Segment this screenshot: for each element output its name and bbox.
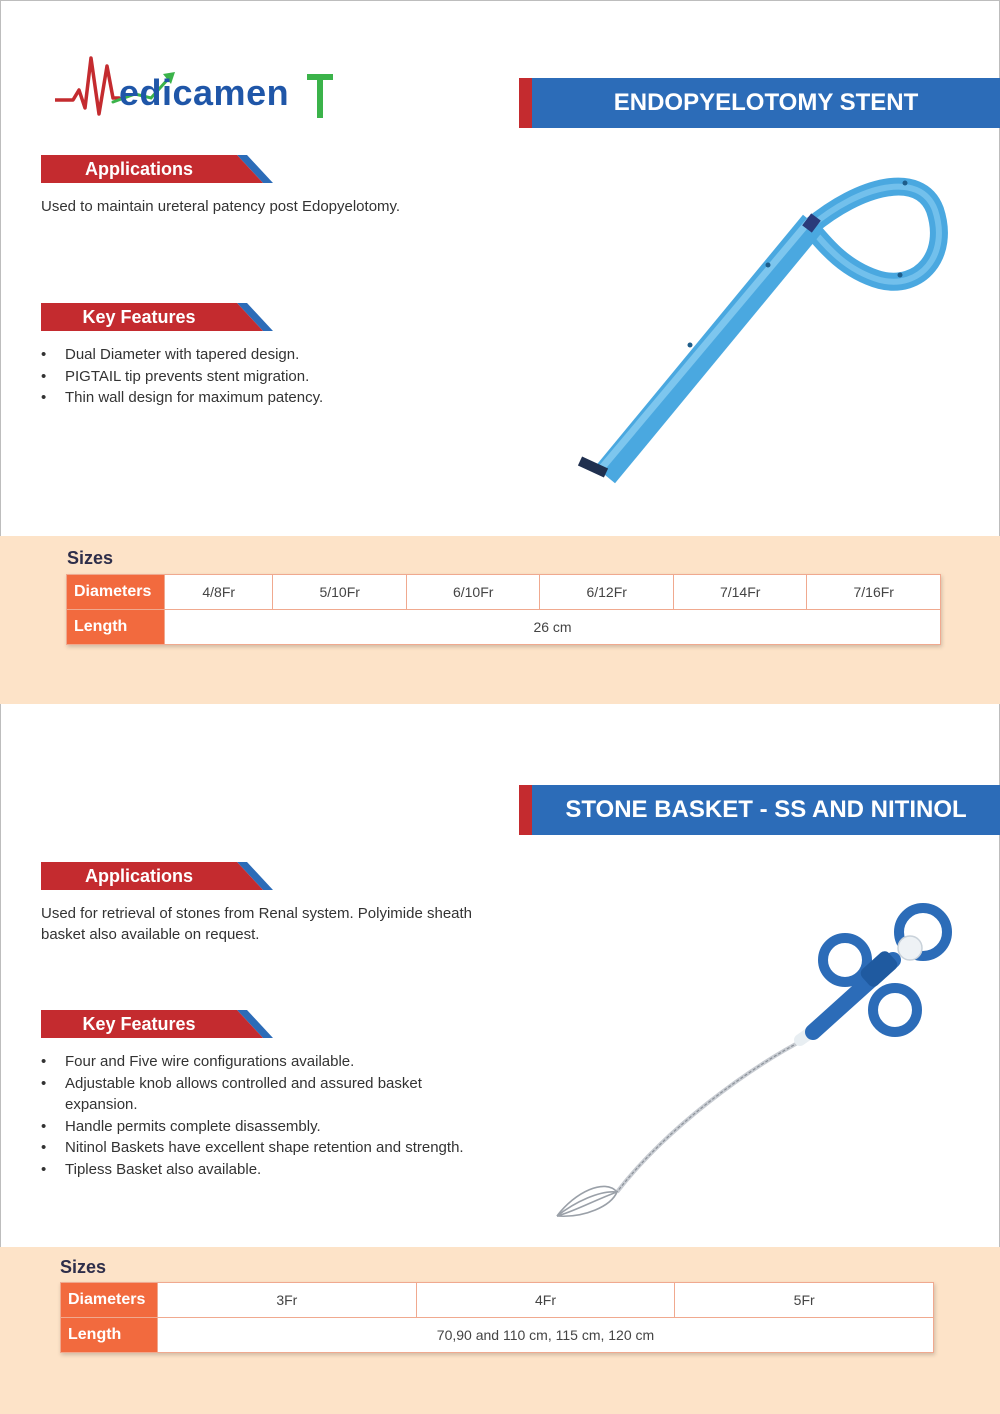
product2-title: STONE BASKET - SS AND NITINOL <box>565 796 967 823</box>
list-item: • Dual Diameter with tapered design. <box>41 344 491 366</box>
list-item: • Handle permits complete disassembly. <box>41 1116 471 1138</box>
table-cell: 5Fr <box>675 1283 934 1318</box>
list-item: • PIGTAIL tip prevents stent migration. <box>41 366 491 388</box>
product2-applications-label <box>41 862 273 890</box>
length-value: 26 cm <box>165 610 941 645</box>
product2-features-list <box>41 1051 471 1180</box>
features-label-text: Key Features <box>82 307 196 327</box>
length-value: 70,90 and 110 cm, 115 cm, 120 cm <box>158 1318 934 1353</box>
applications-label-text: Applications <box>84 866 193 886</box>
product1-title-banner <box>519 78 1000 128</box>
product1-sizes-table <box>66 574 941 645</box>
sizes-heading: Sizes <box>60 1257 107 1277</box>
table-cell: 7/14Fr <box>673 575 807 610</box>
list-item: • Four and Five wire configurations available. <box>41 1051 471 1073</box>
brand-logo <box>55 52 345 127</box>
list-item: • Thin wall design for maximum patency. <box>41 387 491 409</box>
product2-applications-text <box>41 903 511 945</box>
diameters-header: Diameters <box>61 1283 158 1318</box>
banner-accent <box>519 78 532 128</box>
table-cell: 4/8Fr <box>165 575 273 610</box>
stent-illustration <box>560 165 960 505</box>
product1-features-list <box>41 344 491 409</box>
table-cell: 5/10Fr <box>273 575 407 610</box>
product1-features-label <box>41 303 273 331</box>
list-item: • Adjustable knob allows controlled and assured basket expansion. <box>41 1073 471 1116</box>
product1-applications-label <box>41 155 273 183</box>
banner-accent <box>519 785 532 835</box>
product2-sizes-table <box>60 1282 934 1353</box>
product2-features-label <box>41 1010 273 1038</box>
product1-sizes-band <box>0 536 1000 704</box>
features-label-text: Key Features <box>82 1014 196 1034</box>
diameters-header: Diameters <box>67 575 165 610</box>
applications-label-text: Applications <box>84 159 193 179</box>
list-item: • Tipless Basket also available. <box>41 1159 471 1181</box>
table-cell: 7/16Fr <box>807 575 941 610</box>
applications-line: Used for retrieval of stones from Renal system. Polyimide sheath <box>41 905 473 922</box>
stone-basket-illustration <box>545 900 965 1230</box>
product2-sizes-band <box>0 1247 1000 1414</box>
table-cell: 6/12Fr <box>540 575 674 610</box>
logo-wordmark: edicamen <box>119 72 290 113</box>
applications-line: basket also available on request. <box>41 926 260 943</box>
table-cell: 6/10Fr <box>406 575 540 610</box>
sizes-heading: Sizes <box>67 548 114 568</box>
table-cell: 4Fr <box>416 1283 675 1318</box>
product2-title-banner <box>519 785 1000 835</box>
table-cell: 3Fr <box>158 1283 417 1318</box>
length-header: Length <box>67 610 165 645</box>
product1-title: ENDOPYELOTOMY STENT <box>613 89 919 116</box>
list-item: • Nitinol Baskets have excellent shape retention and strength. <box>41 1137 471 1159</box>
length-header: Length <box>61 1318 158 1353</box>
product1-applications-text: Used to maintain ureteral patency post Edopyelotomy. <box>41 198 401 215</box>
